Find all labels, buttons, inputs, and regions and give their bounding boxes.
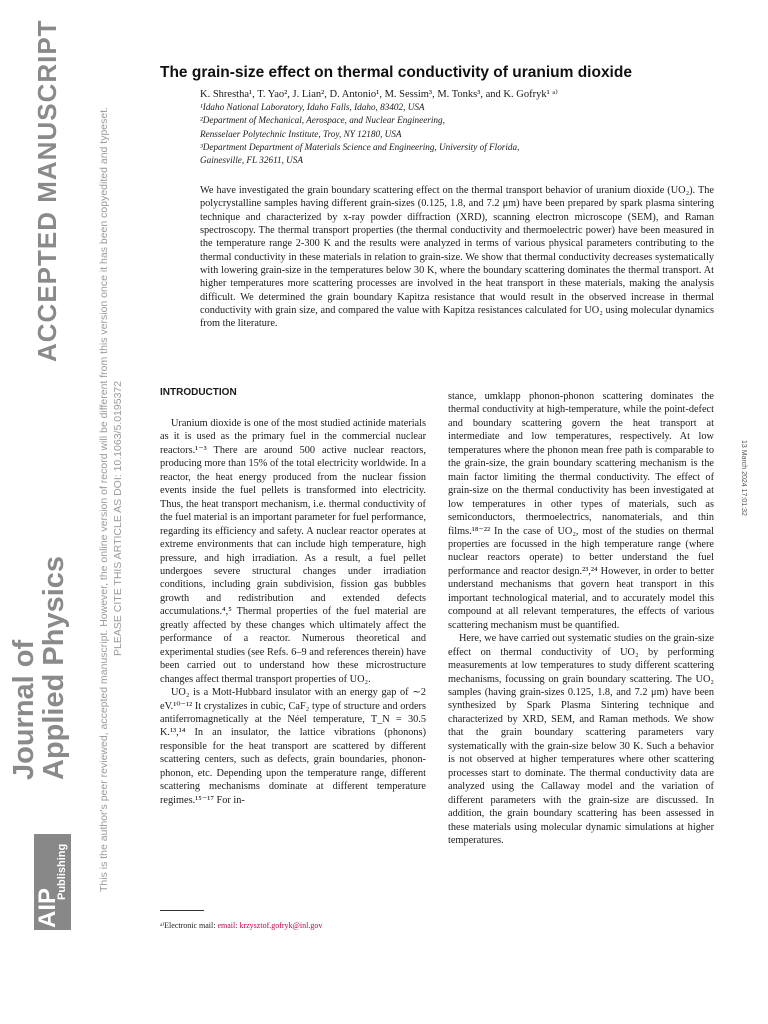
paper-title: The grain-size effect on thermal conductivity of uranium dioxide: [160, 64, 632, 81]
accepted-manuscript-label: ACCEPTED MANUSCRIPT: [32, 19, 62, 362]
aip-publishing-text: Publishing: [56, 843, 68, 900]
right-column: [448, 390, 714, 847]
abstract: We have investigated the grain boundary scattering effect on the thermal transport behavior of uranium dioxide (UO₂). The polycrystalline samples having different grain-sizes (0.125, 1.8, and 7.2 μm) have been prepared by spark plasma sintering technique and characterized by x-ray powder diffraction (XRD), scanning electron microscope (SEM), and Raman spectroscopy. The thermal transport properties (the thermal conductivity and thermoelectric power) have been measured in the temperature range 2-300 K and the results were analyzed in terms of various physical parameters contributing to the thermal conductivity in these materials in relation to grain-size. We show that thermal conductivity decreases systematically with lowering grain-size in the temperatures below 30 K, where the boundary scattering dominates the thermal transport. At higher temperatures more scattering processes are involved in the heat transport in these materials, making the analysis difficult. We determined the grain boundary Kapitza resistance that would result in the observed increase in thermal conductivity with grain size, and compared the value with Kapitza resistances calculated for UO₂ using molecular dynamics from the literature.: [200, 185, 714, 330]
paragraph: Here, we have carried out systematic studies on the grain-size effect on thermal conductivity of UO₂ by performing measurements at low temperatures to study different scattering mechanisms, focussing on grain boundary scattering. The UO₂ samples (having grain-sizes 0.125, 1.8, and 7.2 μm) have been synthesized by Spark Plasma Sintering technique and characterized by XRD, SEM, and Raman methods. We show that the grain boundary scattering parameters vary systematically with the grain-size below 30 K. Such a behavior is not observed at higher temperatures where other scattering processes start to dominate. The thermal conductivity data are analyzed using the Callaway model and the variation of different parameters with the grain-size are discussed. In addition, the grain boundary scattering has been assessed in these materials using molecular dynamic simulations at higher temperatures.: [448, 633, 714, 846]
paragraph: UO₂ is a Mott-Hubbard insulator with an energy gap of ∼2 eV.¹⁰⁻¹² It crystalizes in cubic, CaF₂ type of structure and orders antiferromagnetically at the Néel temperature, T_N = 30.5 K.¹³,¹⁴ In an insulator, the lattice vibrations (phonons) responsible for the heat transport are scattered by different scattering centers, such as defects, grain boundaries, phonon-phonon, etc. Depending upon the temperature range, different scattering mechanisms dominate at different temperature regimes.¹⁵⁻¹⁷ For in-: [160, 687, 426, 806]
footnote-divider: [160, 910, 204, 911]
author-list: K. Shrestha¹, T. Yao², J. Lian², D. Antonio¹, M. Sessim³, M. Tonks³, and K. Gofryk¹ ᵃ⁾: [200, 89, 558, 100]
affiliation-line: ³Department Department of Materials Science and Engineering, University of Florida,: [200, 141, 520, 152]
aip-logo-text: AIP: [34, 887, 61, 928]
footnote: [160, 921, 322, 930]
paragraph: stance, umklapp phonon-phonon scattering dominates the thermal conductivity at high-temperature, while the point-defect and boundary scattering govern the heat transport at intermediate and low temperatures, respectively. At low temperatures where the phonon mean free path is comparable to the grain-size, the grain boundary scattering mechanism is the main factor limiting the thermal conductivity. The effect of grain-size on the thermal conductivity has been investigated at low temperatures in other types of materials, such as semiconductors, thermoelectrics, nanomaterials, and thin films.¹⁸⁻²² In the case of UO₂, most of the studies on thermal properties are focussed in the high temperature range (where nuclear reactors operate) to better understand the fuel performance and reactor design.²³,²⁴ However, in order to better understand mechanisms that govern heat transport in this important technological material, and to accurately model this compound at all relevant temperatures, the effects of various scattering mechanism must be quantified.: [448, 391, 714, 631]
section-heading-introduction: INTRODUCTION: [160, 387, 237, 398]
affiliation-line: ¹Idaho National Laboratory, Idaho Falls, Idaho, 83402, USA: [200, 102, 425, 112]
journal-name-line1: Journal of: [8, 639, 40, 780]
footnote-prefix: ᵃ⁾Electronic mail:: [160, 921, 218, 930]
disclaimer-text: This is the author's peer reviewed, accepted manuscript. However, the online version of record will be different from this version once it has been copyedited and typeset.: [98, 106, 110, 892]
doi-cite-text: PLEASE CITE THIS ARTICLE AS DOI: 10.1063/5.0195372: [112, 380, 124, 656]
left-column: [160, 417, 426, 807]
affiliation-line: Rensselaer Polytechnic Institute, Troy, NY 12180, USA: [200, 128, 402, 139]
affiliation-line: Gainesville, FL 32611, USA: [200, 155, 304, 166]
paragraph: Uranium dioxide is one of the most studied actinide materials as it is used as the primary fuel in the commercial nuclear reactors.¹⁻³ There are around 500 active nuclear reactors, producing more than 15% of the total electricity worldwide. In a reactor, the heat energy produced from the nuclear fission events inside the fuel pellets is transformed into electricity. Thus, the heat transport mechanism, i.e. thermal conductivity of the fuel material is an important parameter for fuel performance, regarding its efficiency and safety. A nuclear reactor operates at extreme environments that can include high temperature, high pressure, and high irradiation. As a result, a fuel pellet undergoes severe structural changes under irradiation conditions, including grain subdivision, fission gas bubbles growth and redistribution and extended defects accumulations.⁴,⁵ Thermal properties of the fuel material are greatly affected by these changes which ultimately affect the performance of a reactor. Numerous theoretical and experimental studies (see Refs. 6–9 and references therein) have been carried out to understand how these microstructure changes affect thermal transport properties of UO₂.: [160, 418, 426, 685]
journal-name-line2: Applied Physics: [38, 555, 70, 780]
affiliation-line: ²Department of Mechanical, Aerospace, and Nuclear Engineering,: [200, 115, 445, 126]
timestamp-stamp: 13 March 2024 17:01:32: [740, 440, 747, 516]
email-link[interactable]: email: krzysztof.gofryk@inl.gov: [217, 921, 323, 930]
author-block: [200, 88, 558, 167]
